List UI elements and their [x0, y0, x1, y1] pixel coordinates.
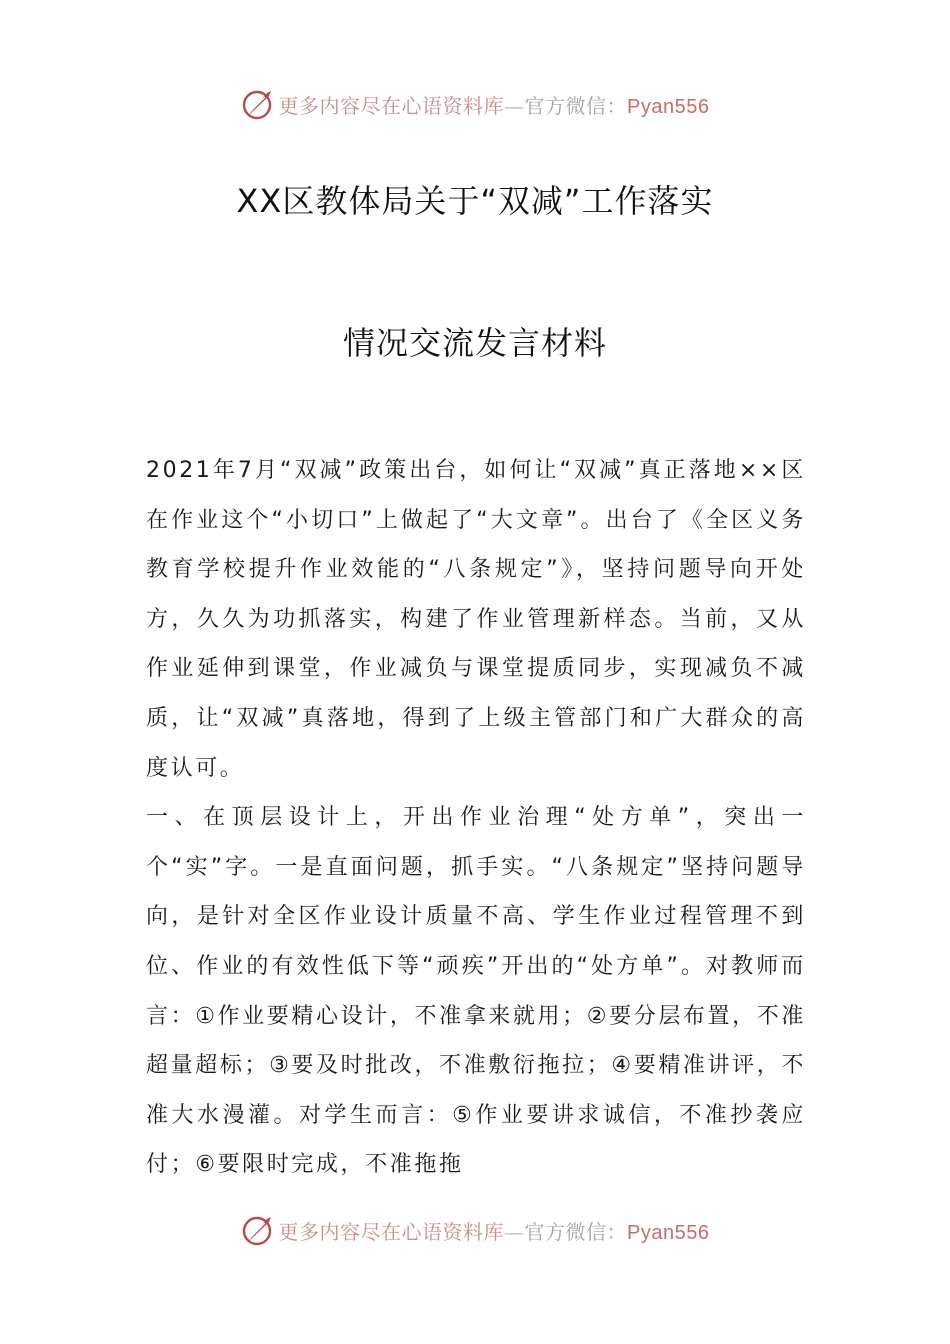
watermark-text: 更多内容尽在心语资料库—官方微信：Pyan556: [278, 93, 710, 118]
document-body: [146, 446, 806, 1190]
quill-logo-icon: [241, 1213, 275, 1247]
paragraph-intro: 2021年7月“双减”政策出台，如何让“双减”真正落地××区在作业这个“小切口”上做起了“大文章”。出台了《全区义务教育学校提升作业效能的“八条规定”》，坚持问题导向开处方，久久为功抓落实，构建了作业管理新样态。当前，又从作业延伸到课堂，作业减负与课堂提质同步，实现减负不减质，让“双减”真落地，得到了上级主管部门和广大群众的高度认可。: [146, 458, 806, 781]
header-watermark: [0, 84, 950, 124]
quill-logo-icon: [241, 87, 275, 121]
document-title-line1: XX区教体局关于“双减”工作落实: [236, 182, 714, 220]
paragraph-section-1: 一、在顶层设计上，开出作业治理“处方单”，突出一个“实”字。一是直面问题，抓手实。“八条规定”坚持问题导向，是针对全区作业设计质量不高、学生作业过程管理不到位、作业的有效性低下等“顽疾”开出的“处方单”。对教师而言：①作业要精心设计，不准拿来就用；②要分层布置，不准超量超标；③要及时批改，不准敷衍拖拉；④要精准讲评，不准大水漫灌。对学生而言：⑤作业要讲求诚信，不准抄袭应付；⑥要限时完成，不准拖拖: [146, 805, 806, 1178]
document-title-line2: 情况交流发言材料: [342, 324, 607, 362]
footer-watermark: [0, 1210, 950, 1250]
watermark-text: 更多内容尽在心语资料库—官方微信：Pyan556: [278, 1219, 710, 1244]
